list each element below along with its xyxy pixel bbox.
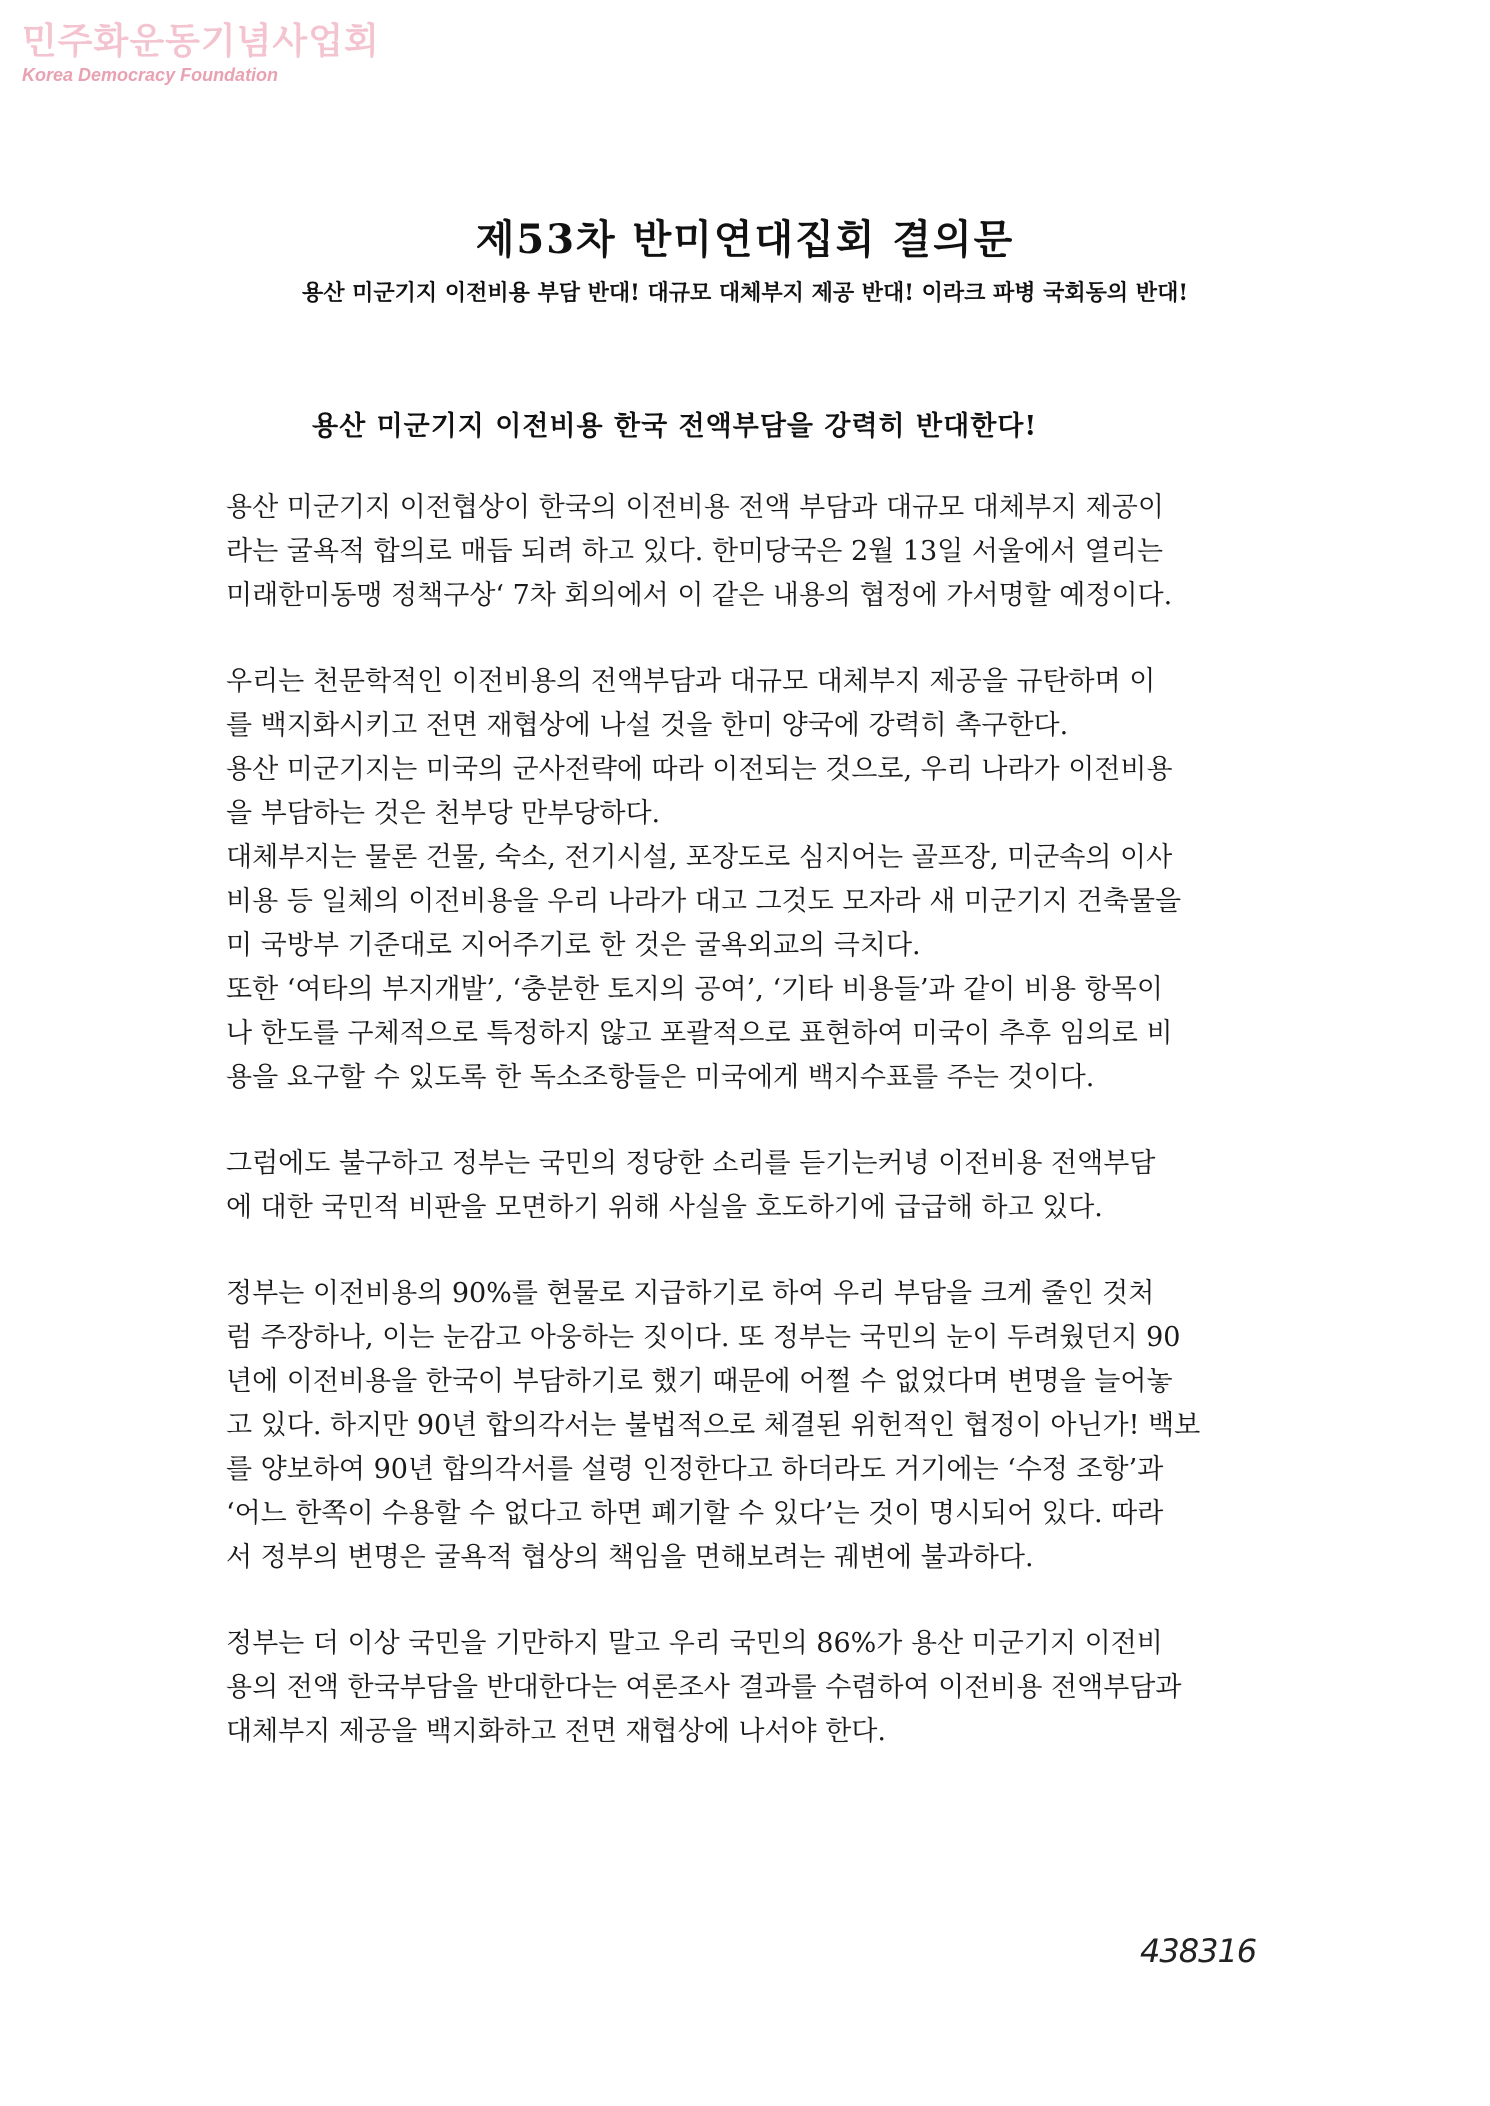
text-line: 고 있다. 하지만 90년 합의각서는 불법적으로 체결된 위헌적인 협정이 아닌가! 백보 bbox=[226, 1410, 1201, 1441]
text-line: 을 부담하는 것은 천부당 만부당하다. bbox=[226, 798, 661, 829]
paragraph-5 bbox=[226, 1622, 1306, 1754]
text-line: 용의 전액 한국부담을 반대한다는 여론조사 결과를 수렴하여 이전비용 전액부담과 bbox=[226, 1672, 1182, 1703]
paragraph-gap bbox=[226, 618, 1306, 660]
paragraph-2 bbox=[226, 660, 1306, 1100]
text-line: 미 국방부 기준대로 지어주기로 한 것은 굴욕외교의 극치다. bbox=[226, 930, 921, 961]
text-line: 미래한미동맹 정책구상‘ 7차 회의에서 이 같은 내용의 협정에 가서명할 예정이다. bbox=[226, 580, 1173, 611]
text-line: 용산 미군기지는 미국의 군사전략에 따라 이전되는 것으로, 우리 나라가 이전비용 bbox=[226, 754, 1173, 785]
text-line: 정부는 더 이상 국민을 기만하지 말고 우리 국민의 86%가 용산 미군기지 이전비 bbox=[226, 1628, 1163, 1659]
section-heading: 용산 미군기지 이전비용 한국 전액부담을 강력히 반대한다! bbox=[312, 411, 1038, 442]
handwritten-document-number: 438316 bbox=[1140, 1932, 1257, 1970]
text-line: 를 양보하여 90년 합의각서를 설령 인정한다고 하더라도 거기에는 ‘수정 조항’과 bbox=[226, 1454, 1164, 1485]
paragraph-gap bbox=[226, 1230, 1306, 1272]
text-line: 대체부지 제공을 백지화하고 전면 재협상에 나서야 한다. bbox=[226, 1716, 886, 1747]
text-line: 그럼에도 불구하고 정부는 국민의 정당한 소리를 듣기는커녕 이전비용 전액부담 bbox=[226, 1148, 1156, 1179]
watermark-english-name: Korea Democracy Foundation bbox=[22, 65, 279, 85]
text-line: 용산 미군기지 이전협상이 한국의 이전비용 전액 부담과 대규모 대체부지 제공이 bbox=[226, 492, 1164, 523]
paragraph-4 bbox=[226, 1272, 1306, 1580]
paragraph-gap bbox=[226, 1100, 1306, 1142]
document-body bbox=[226, 486, 1306, 1754]
text-line: 우리는 천문학적인 이전비용의 전액부담과 대규모 대체부지 제공을 규탄하며 이 bbox=[226, 666, 1156, 697]
foundation-watermark bbox=[22, 20, 380, 86]
text-line: ‘어느 한쪽이 수용할 수 없다고 하면 폐기할 수 있다’는 것이 명시되어 있다. 따라 bbox=[226, 1498, 1164, 1529]
text-line: 서 정부의 변명은 굴욕적 협상의 책임을 면해보려는 궤변에 불과하다. bbox=[226, 1542, 1034, 1573]
text-line: 정부는 이전비용의 90%를 현물로 지급하기로 하여 우리 부담을 크게 줄인 것처 bbox=[226, 1278, 1155, 1309]
text-line: 를 백지화시키고 전면 재협상에 나설 것을 한미 양국에 강력히 촉구한다. bbox=[226, 710, 1069, 741]
watermark-korean-name: 민주화운동기념사업회 bbox=[22, 21, 380, 62]
text-line: 년에 이전비용을 한국이 부담하기로 했기 때문에 어쩔 수 없었다며 변명을 늘어놓 bbox=[226, 1366, 1173, 1397]
text-line: 비용 등 일체의 이전비용을 우리 나라가 대고 그것도 모자라 새 미군기지 건축물을 bbox=[226, 886, 1182, 917]
page-title: 제53차 반미연대집회 결의문 bbox=[475, 216, 1015, 263]
paragraph-gap bbox=[226, 1580, 1306, 1622]
text-line: 럼 주장하나, 이는 눈감고 아웅하는 짓이다. 또 정부는 국민의 눈이 두려웠던지 90 bbox=[226, 1322, 1181, 1353]
paragraph-3 bbox=[226, 1142, 1306, 1230]
text-line: 에 대한 국민적 비판을 모면하기 위해 사실을 호도하기에 급급해 하고 있다. bbox=[226, 1192, 1103, 1223]
document-subtitle: 용산 미군기지 이전비용 부담 반대! 대규모 대체부지 제공 반대! 이라크 파병 국회동의 반대! bbox=[302, 280, 1188, 306]
text-line: 나 한도를 구체적으로 특정하지 않고 포괄적으로 표현하여 미국이 추후 임의로 비 bbox=[226, 1018, 1173, 1049]
text-line: 용을 요구할 수 있도록 한 독소조항들은 미국에게 백지수표를 주는 것이다. bbox=[226, 1062, 1095, 1093]
text-line: 또한 ‘여타의 부지개발’, ‘충분한 토지의 공여’, ‘기타 비용들’과 같이 비용 항목이 bbox=[226, 974, 1163, 1005]
paragraph-1 bbox=[226, 486, 1306, 618]
text-line: 라는 굴욕적 합의로 매듭 되려 하고 있다. 한미당국은 2월 13일 서울에서 열리는 bbox=[226, 536, 1163, 567]
text-line: 대체부지는 물론 건물, 숙소, 전기시설, 포장도로 심지어는 골프장, 미군속의 이사 bbox=[226, 842, 1173, 873]
